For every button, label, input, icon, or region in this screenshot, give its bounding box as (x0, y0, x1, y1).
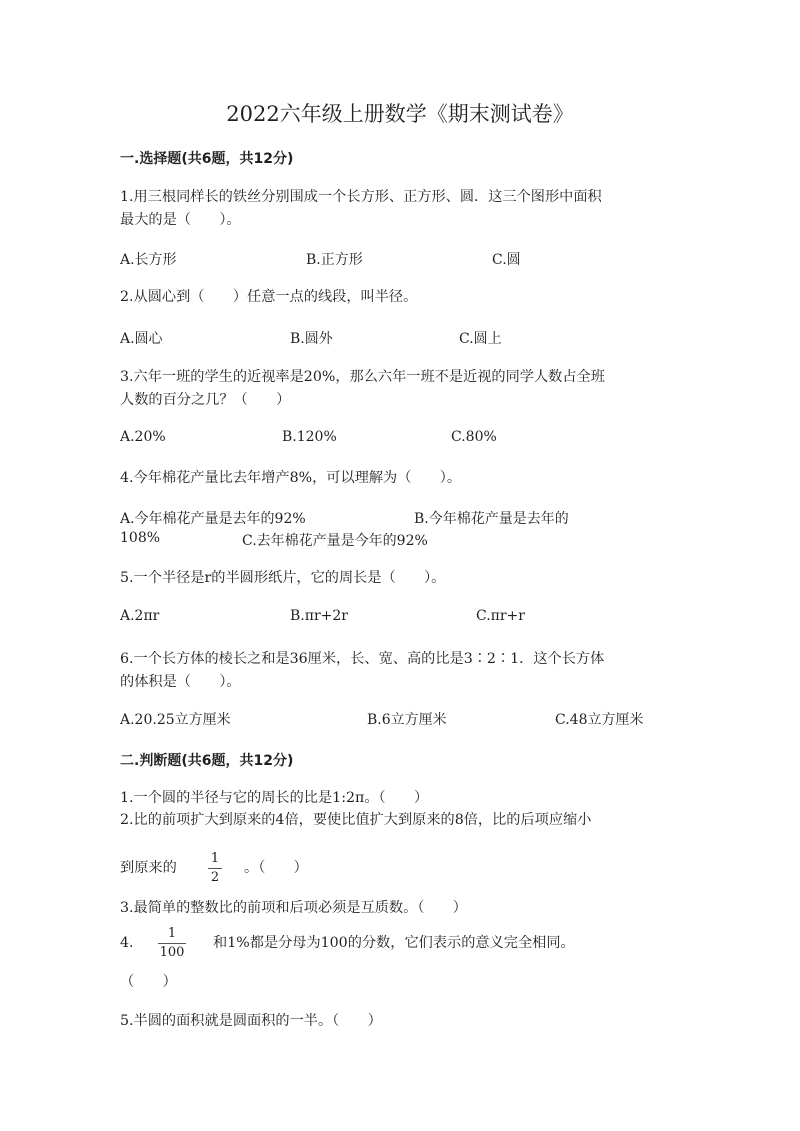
judgement-2-prefix: 到原来的 (120, 860, 177, 876)
fraction-numerator: 1 (167, 926, 177, 941)
question-6-option-a: A.20.25立方厘米 (120, 712, 231, 728)
judgement-3: 3.最简单的整数比的前项和后项必须是互质数。（ ） (120, 900, 467, 916)
question-5-line-1: 5.一个半径是r的半圆形纸片，它的周长是（ ）。 (120, 570, 446, 586)
question-6-line-1: 6.一个长方体的棱长之和是36厘米，长、宽、高的比是3∶2∶1．这个长方体 (120, 651, 605, 667)
question-2-option-b: B.圆外 (290, 331, 333, 347)
question-5-option-c: C.πr+r (476, 608, 525, 624)
page-title: 2022六年级上册数学《期末测试卷》 (226, 102, 574, 126)
question-3-line-1: 3.六年一班的学生的近视率是20%，那么六年一班不是近视的同学人数占全班 (120, 369, 605, 385)
judgement-2-suffix: 。（ ） (244, 860, 308, 876)
question-6-option-c: C.48立方厘米 (555, 712, 644, 728)
question-1-line-2: 最大的是（ ）。 (120, 212, 241, 228)
question-1-option-a: A.长方形 (120, 252, 177, 268)
section-heading-judgement: 二.判断题(共6题，共12分) (120, 753, 294, 769)
question-4-option-b: B.今年棉花产量是去年的 (414, 511, 569, 527)
fraction-one-hundredth (158, 926, 186, 961)
judgement-4-paren: （ ） (120, 974, 177, 990)
judgement-4-text: 和1%都是分母为100的分数，它们表示的意义完全相同。 (213, 935, 575, 951)
judgement-2-line-1: 2.比的前项扩大到原来的4倍，要使比值扩大到原来的8倍，比的后项应缩小 (120, 812, 592, 828)
fraction-bar (208, 868, 222, 869)
question-6-option-b: B.6立方厘米 (367, 712, 447, 728)
question-2-line-1: 2.从圆心到（ ）任意一点的线段，叫半径。 (120, 289, 418, 305)
fraction-bar (158, 943, 186, 944)
question-1-option-c: C.圆 (492, 252, 521, 268)
question-2-option-a: A.圆心 (120, 331, 163, 347)
judgement-5: 5.半圆的面积就是圆面积的一半。（ ） (120, 1013, 382, 1029)
question-4-option-c: C.去年棉花产量是今年的92% (242, 533, 428, 549)
question-5-option-a: A.2πr (120, 608, 160, 624)
question-3-option-b: B.120% (282, 429, 337, 445)
question-1-line-1: 1.用三根同样长的铁丝分别围成一个长方形、正方形、圆．这三个图形中面积 (120, 189, 602, 205)
fraction-numerator: 1 (210, 851, 220, 866)
question-3-option-a: A.20% (120, 429, 166, 445)
fraction-one-half (208, 851, 222, 886)
question-5-option-b: B.πr+2r (290, 608, 348, 624)
question-1-option-b: B.正方形 (306, 252, 363, 268)
section-heading-choice: 一.选择题(共6题，共12分) (120, 151, 294, 167)
question-4-option-b-cont: 108% (120, 530, 161, 546)
question-4-line-1: 4.今年棉花产量比去年增产8%，可以理解为（ ）。 (120, 470, 462, 486)
question-3-option-c: C.80% (451, 429, 497, 445)
question-6-line-2: 的体积是（ ）。 (120, 674, 241, 690)
question-2-option-c: C.圆上 (459, 331, 502, 347)
question-4-option-a: A.今年棉花产量是去年的92% (120, 511, 306, 527)
judgement-4-number: 4. (120, 935, 134, 951)
judgement-1: 1.一个圆的半径与它的周长的比是1:2π。（ ） (120, 790, 429, 806)
fraction-denominator: 2 (210, 870, 220, 885)
question-3-line-2: 人数的百分之几？（ ） (120, 392, 291, 408)
fraction-denominator: 100 (159, 945, 185, 960)
